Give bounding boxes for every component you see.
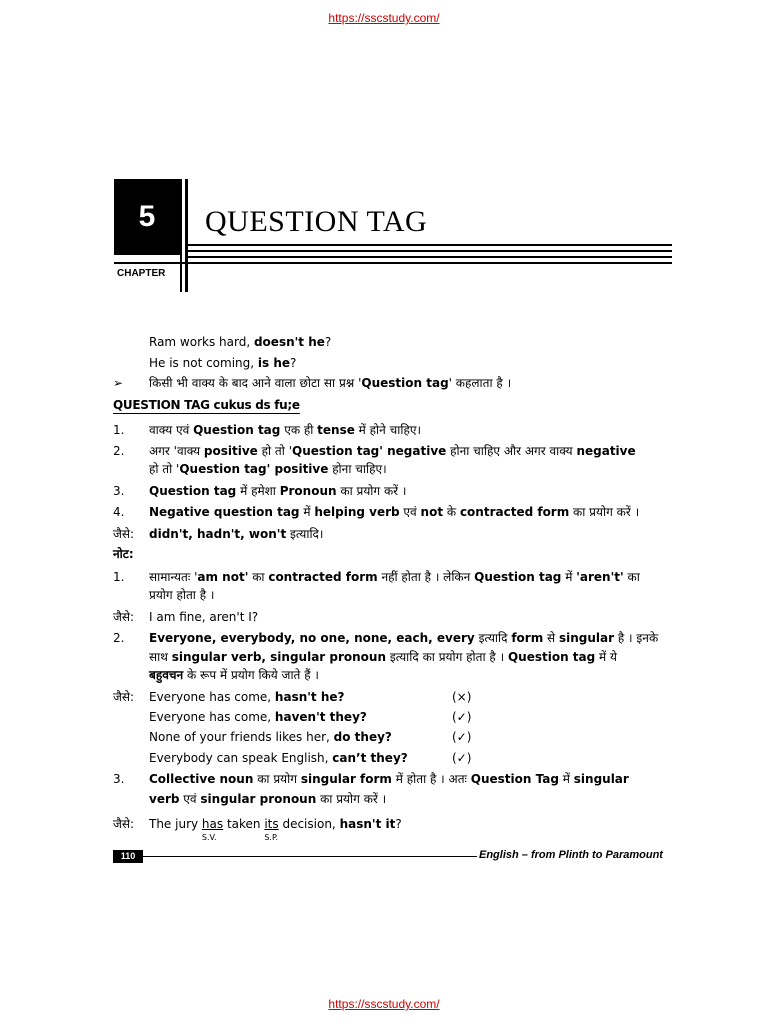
- example-sentence: Everybody can speak English, can’t they?: [149, 751, 408, 765]
- rule-number: 4.: [113, 505, 125, 519]
- sv-label: S.V.: [201, 833, 217, 842]
- book-title: English – from Plinth to Paramount: [479, 849, 663, 861]
- example-label: जैसे:: [113, 817, 135, 831]
- intro-example-1: Ram works hard, doesn't he?: [149, 335, 332, 349]
- intro-example-2: He is not coming, is he?: [149, 356, 297, 370]
- correctness-mark: (✓): [452, 730, 472, 744]
- rule-line: Collective noun का प्रयोग singular form में होता है । अतः Question Tag में singular: [149, 772, 629, 786]
- note-line: सामान्यतः 'am not' का contracted form नहीं होता है । लेकिन Question tag में 'aren't' का: [149, 570, 640, 584]
- example-contractions: didn't, hadn't, won't इत्यादि।: [149, 527, 324, 541]
- title-rule: [186, 244, 672, 246]
- rule-line: अगर 'वाक्य positive हो तो 'Question tag' negative होना चाहिए और अगर वाक्य negative: [149, 444, 636, 458]
- rule-line: बहुवचन के रूप में प्रयोग किये जाते हैं ।: [149, 668, 319, 682]
- example-sentence: Everyone has come, haven't they?: [149, 710, 367, 724]
- footer-rule: [143, 856, 477, 857]
- chapter-divider-bar-2: [185, 179, 188, 292]
- note-example: I am fine, aren't I?: [149, 610, 259, 624]
- rule3-example: The jury has S.V. taken its S.P. decision, hasn't it?: [149, 816, 402, 832]
- sp-label: S.P.: [264, 833, 279, 842]
- chapter-label: CHAPTER: [117, 268, 166, 279]
- note-number: 1.: [113, 570, 125, 584]
- example-label: जैसे:: [113, 690, 135, 704]
- section-heading: QUESTION TAG cukus ds fu;e: [113, 398, 300, 412]
- note-line: प्रयोग होता है ।: [149, 588, 215, 602]
- rule-line: Question tag में हमेशा Pronoun का प्रयोग करें ।: [149, 484, 407, 498]
- rule-line: Everyone, everybody, no one, none, each, every इत्यादि form से singular है । इनके: [149, 631, 659, 645]
- page-number: 110: [113, 850, 143, 863]
- chapter-divider-bar: [180, 179, 182, 292]
- note-label: नोट:: [113, 547, 134, 561]
- chapter-number-box: [114, 179, 180, 255]
- rule-line: verb एवं singular pronoun का प्रयोग करें ।: [149, 792, 387, 806]
- correctness-mark: (×): [452, 690, 472, 704]
- footer-url-link[interactable]: https://sscstudy.com/: [328, 997, 440, 1011]
- rule-line: वाक्य एवं Question tag एक ही tense में होने चाहिए।: [149, 423, 422, 437]
- intro-definition: किसी भी वाक्य के बाद आने वाला छोटा सा प्रश्न 'Question tag' कहलाता है ।: [149, 376, 512, 390]
- correctness-mark: (✓): [452, 751, 472, 765]
- rule-number: 3.: [113, 772, 125, 786]
- rule-number: 2.: [113, 444, 125, 458]
- example-label: जैसे:: [113, 527, 135, 541]
- rule-line: हो तो 'Question tag' positive होना चाहिए।: [149, 462, 387, 476]
- title-rule: [186, 256, 672, 258]
- example-sentence: Everyone has come, hasn't he?: [149, 690, 345, 704]
- header-url-link[interactable]: https://sscstudy.com/: [328, 11, 440, 25]
- title-rule: [186, 250, 672, 252]
- rule-number: 1.: [113, 423, 125, 437]
- title-rule: [114, 262, 672, 264]
- example-label: जैसे:: [113, 610, 135, 624]
- bullet-arrow-icon: ➢: [113, 376, 124, 390]
- chapter-title: QUESTION TAG: [205, 205, 428, 238]
- correctness-mark: (✓): [452, 710, 472, 724]
- rule-number: 3.: [113, 484, 125, 498]
- chapter-number: 5: [138, 200, 156, 233]
- rule-number: 2.: [113, 631, 125, 645]
- example-sentence: None of your friends likes her, do they?: [149, 730, 392, 744]
- rule-line: Negative question tag में helping verb एवं not के contracted form का प्रयोग करें ।: [149, 505, 640, 519]
- rule-line: साथ singular verb, singular pronoun इत्यादि का प्रयोग होता है । Question tag में ये: [149, 650, 617, 664]
